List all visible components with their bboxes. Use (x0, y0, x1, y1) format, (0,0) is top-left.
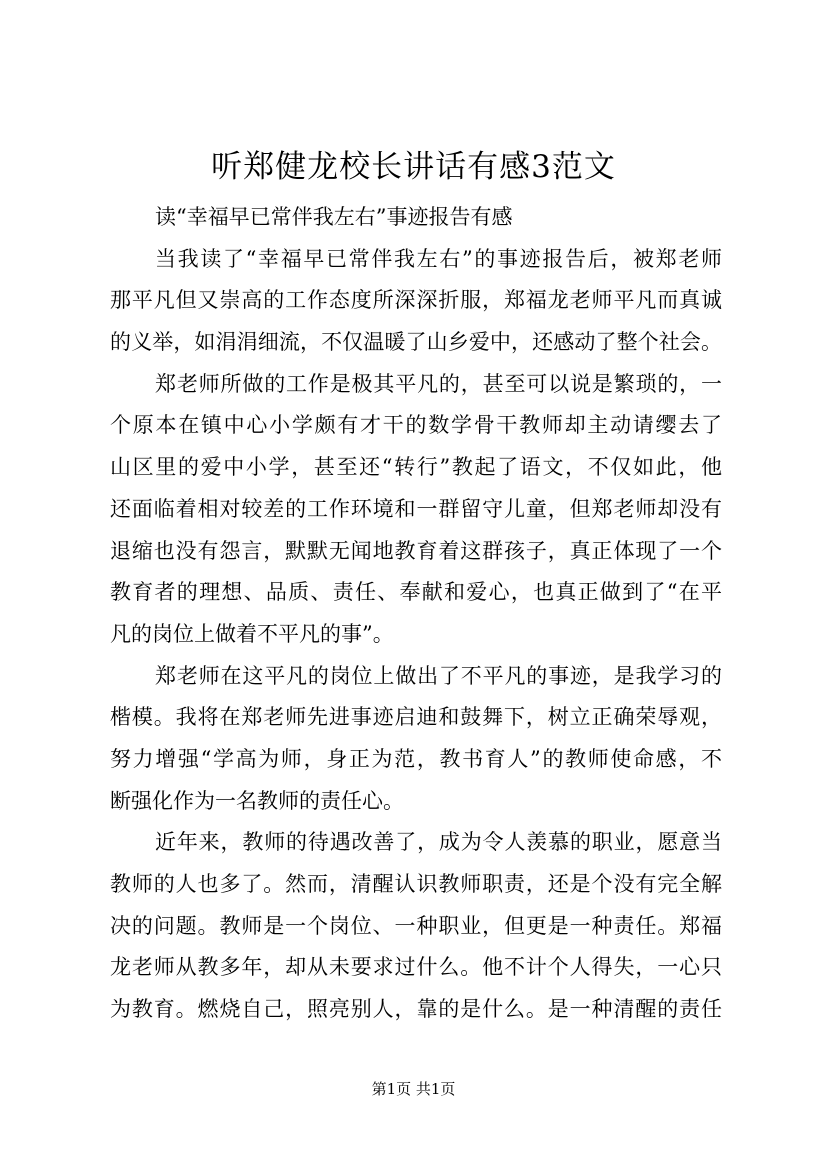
paragraph-line: 教师的人也多了。然而，清醒认识教师职责，还是个没有完全解 (110, 872, 722, 896)
paragraph-line: 郑老师所做的工作是极其平凡的，甚至可以说是繁琐的，一 (155, 371, 722, 396)
paragraph-line: 努力增强“学高为师，身正为范，教书育人”的教师使命感，不 (110, 746, 722, 771)
document-title: 听郑健龙校长讲话有感3范文 (211, 149, 616, 185)
page-number-footer: 第1页 共1页 (371, 1080, 456, 1098)
paragraph-line: 那平凡但又崇高的工作态度所深深折服，郑福龙老师平凡而真诚 (110, 288, 722, 313)
subtitle-line: 读“幸福早已常伴我左右”事迹报告有感 (155, 205, 513, 229)
paragraph-line: 决的问题。教师是一个岗位、一种职业，但更是一种责任。郑福 (110, 913, 722, 938)
document-body (110, 197, 722, 1031)
paragraph-line: 山区里的爱中小学，甚至还“转行”教起了语文，不仅如此，他 (110, 455, 722, 480)
paragraph-line: 楷模。我将在郑老师先进事迹启迪和鼓舞下，树立正确荣辱观， (110, 705, 722, 730)
paragraph-line: 退缩也没有怨言，默默无闻地教育着这群孩子，真正体现了一个 (110, 538, 722, 563)
paragraph-line: 郑老师在这平凡的岗位上做出了不平凡的事迹，是我学习的 (155, 663, 722, 688)
paragraph-line: 还面临着相对较差的工作环境和一群留守儿童，但郑老师却没有 (110, 496, 722, 521)
paragraph-line: 的义举，如涓涓细流，不仅温暖了山乡爱中，还感动了整个社会。 (110, 330, 722, 355)
paragraph-line: 龙老师从教多年，却从未要求过什么。他不计个人得失，一心只 (110, 955, 722, 980)
paragraph-line: 当我读了“幸福早已常伴我左右”的事迹报告后，被郑老师 (155, 246, 722, 271)
paragraph-line: 凡的岗位上做着不平凡的事”。 (110, 621, 394, 646)
paragraph-line: 为教育。燃烧自己，照亮别人，靠的是什么。是一种清醒的责任 (110, 997, 722, 1022)
paragraph-line: 近年来，教师的待遇改善了，成为令人羡慕的职业，愿意当 (155, 830, 722, 855)
paragraph-line: 教育者的理想、品质、责任、奉献和爱心，也真正做到了“在平 (110, 580, 722, 605)
paragraph-line: 断强化作为一名教师的责任心。 (110, 788, 404, 813)
paragraph-line: 个原本在镇中心小学颇有才干的数学骨干教师却主动请缨去了 (110, 413, 722, 438)
